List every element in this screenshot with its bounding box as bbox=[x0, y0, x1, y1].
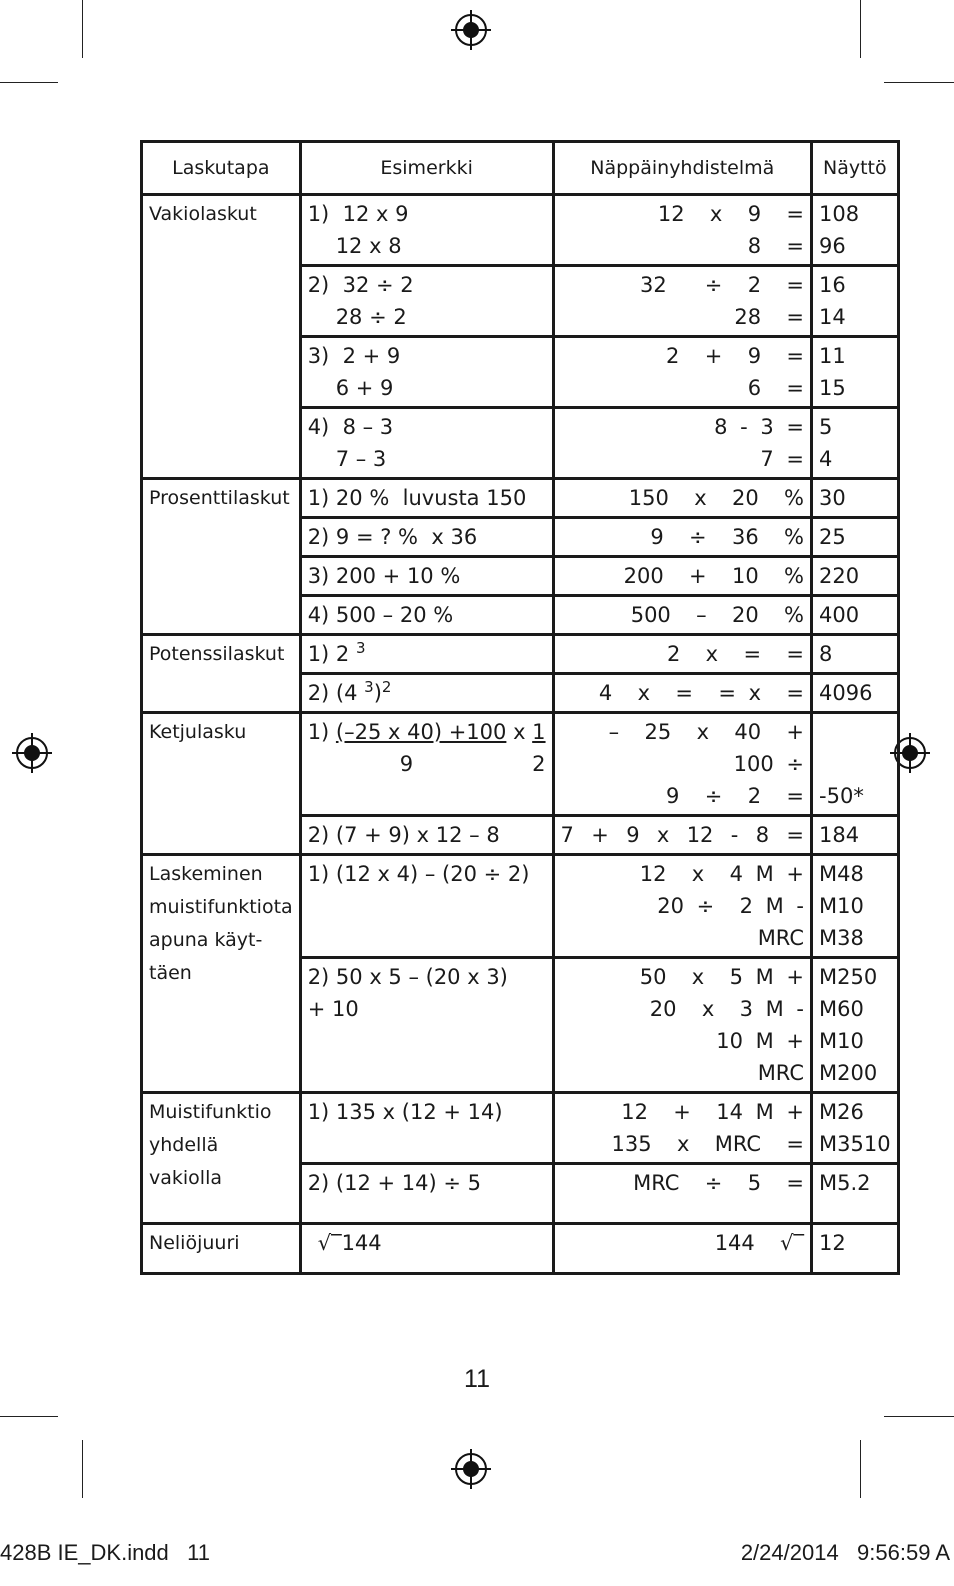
display-cell bbox=[812, 674, 899, 713]
display-cell bbox=[812, 958, 899, 1093]
example-line: √‾144 bbox=[317, 1231, 382, 1255]
category-label: Neliöjuuri bbox=[149, 1232, 240, 1254]
example-cell bbox=[300, 1224, 553, 1274]
display-cell bbox=[812, 855, 899, 958]
display-value: 5 bbox=[819, 415, 833, 439]
display-value: 108 bbox=[819, 202, 860, 226]
keys-cell bbox=[553, 958, 811, 1093]
example-cell bbox=[300, 816, 553, 855]
keys-cell bbox=[553, 408, 811, 479]
example-cell bbox=[300, 479, 553, 518]
category-cell bbox=[142, 1093, 301, 1224]
example-line: 12 x 8 bbox=[335, 234, 402, 258]
fraction-numerator: 1 bbox=[532, 720, 546, 744]
keys-line: 2 x = = bbox=[666, 642, 805, 666]
category-label: Prosenttilaskut bbox=[149, 487, 290, 509]
keys-cell bbox=[553, 337, 811, 408]
example-cell bbox=[300, 408, 553, 479]
crop-mark bbox=[0, 82, 58, 83]
display-value: M200 bbox=[819, 1061, 878, 1085]
display-cell bbox=[812, 1093, 899, 1164]
keys-line: MRC bbox=[757, 926, 805, 950]
example-line: 3) 2 + 9 bbox=[307, 344, 401, 368]
display-value: M26 bbox=[819, 1100, 864, 1124]
display-cell bbox=[812, 596, 899, 635]
display-value: -50* bbox=[819, 784, 864, 808]
exponent: 2 bbox=[381, 678, 392, 696]
keys-line: 12 x 9 = bbox=[657, 202, 805, 226]
column-header: Näyttö bbox=[812, 142, 899, 195]
keys-line: 6 = bbox=[747, 376, 805, 400]
table-row bbox=[142, 713, 899, 816]
keys-line: – 25 x 40 + bbox=[608, 720, 805, 744]
table-row bbox=[142, 1224, 899, 1274]
display-cell bbox=[812, 557, 899, 596]
keys-cell bbox=[553, 1224, 811, 1274]
example-cell bbox=[300, 195, 553, 266]
display-value: 16 bbox=[819, 273, 846, 297]
fraction-denominator: 9 bbox=[399, 752, 414, 776]
slug-left: 428B IE_DK.indd 11 bbox=[0, 1540, 210, 1565]
keys-cell bbox=[553, 557, 811, 596]
keys-cell bbox=[553, 816, 811, 855]
display-value: 25 bbox=[819, 525, 846, 549]
display-cell bbox=[812, 1164, 899, 1224]
example-cell bbox=[300, 518, 553, 557]
category-label: vakiolla bbox=[149, 1167, 222, 1189]
keys-line: 150 x 20 % bbox=[628, 486, 805, 510]
category-cell bbox=[142, 195, 301, 479]
table-row bbox=[142, 855, 899, 958]
example-line bbox=[308, 716, 546, 748]
keys-line: 100 ÷ bbox=[733, 752, 805, 776]
keys-line: 10 M + bbox=[716, 1029, 805, 1053]
column-header: Laskutapa bbox=[142, 142, 301, 195]
category-label: yhdellä bbox=[149, 1134, 219, 1156]
keys-cell bbox=[553, 674, 811, 713]
example-line: 1) 20 % luvusta 150 bbox=[307, 486, 527, 510]
example-line: 4) 500 – 20 % bbox=[307, 603, 454, 627]
keys-line: 20 x 3 M - bbox=[649, 997, 805, 1021]
category-cell bbox=[142, 1224, 301, 1274]
category-cell bbox=[142, 855, 301, 1093]
example-line: 1) (12 x 4) – (20 ÷ 2) bbox=[307, 862, 530, 886]
display-value: 400 bbox=[819, 603, 860, 627]
example-line: 2) 9 = ? % x 36 bbox=[307, 525, 478, 549]
keys-line: 2 + 9 = bbox=[666, 344, 805, 368]
example-line: 28 ÷ 2 bbox=[335, 305, 407, 329]
keys-line: 32 ÷ 2 = bbox=[640, 273, 805, 297]
example-line: + 10 bbox=[307, 997, 359, 1021]
example-cell bbox=[300, 266, 553, 337]
category-cell bbox=[142, 479, 301, 635]
example-text: 1) bbox=[307, 720, 336, 744]
display-value: M48 bbox=[819, 862, 864, 886]
display-value: M38 bbox=[819, 926, 864, 950]
display-value: 15 bbox=[819, 376, 846, 400]
example-cell bbox=[300, 596, 553, 635]
keys-cell bbox=[553, 596, 811, 635]
example-line bbox=[308, 677, 546, 709]
display-value: M60 bbox=[819, 997, 864, 1021]
display-value: 96 bbox=[819, 234, 846, 258]
display-cell bbox=[812, 713, 899, 816]
keys-cell bbox=[553, 1164, 811, 1224]
category-label: Ketjulasku bbox=[149, 721, 247, 743]
column-header: Näppäinyhdistelmä bbox=[553, 142, 811, 195]
calculation-table bbox=[140, 140, 900, 1275]
display-value: M5.2 bbox=[819, 1171, 871, 1195]
example-text: x bbox=[506, 720, 533, 744]
display-cell bbox=[812, 266, 899, 337]
table-row bbox=[142, 635, 899, 674]
category-label: täen bbox=[149, 962, 192, 984]
crop-mark bbox=[82, 0, 83, 58]
example-line bbox=[308, 748, 546, 780]
crop-mark bbox=[82, 1440, 83, 1498]
category-label: Potenssilaskut bbox=[149, 643, 285, 665]
table-row bbox=[142, 195, 899, 266]
example-text: ) bbox=[373, 681, 382, 705]
fraction-numerator: (–25 x 40) +100 bbox=[335, 720, 507, 744]
display-cell bbox=[812, 408, 899, 479]
example-line: 2) (12 + 14) ÷ 5 bbox=[307, 1171, 481, 1195]
display-cell bbox=[812, 1224, 899, 1274]
display-value: 14 bbox=[819, 305, 846, 329]
keys-line: 20 ÷ 2 M - bbox=[657, 894, 805, 918]
category-label: muistifunktiota bbox=[149, 896, 293, 918]
display-cell bbox=[812, 518, 899, 557]
crop-mark bbox=[884, 82, 954, 83]
keys-line: 144 √‾ bbox=[714, 1231, 805, 1255]
example-line: 1) 12 x 9 bbox=[307, 202, 409, 226]
example-cell bbox=[300, 635, 553, 674]
table-row bbox=[142, 1093, 899, 1164]
category-cell bbox=[142, 635, 301, 713]
keys-line: 28 = bbox=[734, 305, 805, 329]
example-text: 2) (4 bbox=[307, 681, 365, 705]
example-line: 6 + 9 bbox=[335, 376, 394, 400]
keys-line: 500 – 20 % bbox=[630, 603, 805, 627]
display-value: M3510 bbox=[819, 1132, 891, 1156]
keys-line: 7 = bbox=[760, 447, 805, 471]
display-value: M10 bbox=[819, 894, 864, 918]
display-value: 8 bbox=[819, 642, 833, 666]
column-header: Esimerkki bbox=[300, 142, 553, 195]
display-value: 4096 bbox=[819, 681, 873, 705]
crop-mark bbox=[0, 1416, 58, 1417]
exponent: 3 bbox=[355, 639, 366, 657]
example-line: 1) 135 x (12 + 14) bbox=[307, 1100, 503, 1124]
keys-cell bbox=[553, 518, 811, 557]
display-value: M250 bbox=[819, 965, 878, 989]
example-line: 2) (7 + 9) x 12 – 8 bbox=[307, 823, 500, 847]
category-label: Vakiolaskut bbox=[149, 203, 257, 225]
display-cell bbox=[812, 479, 899, 518]
example-cell bbox=[300, 337, 553, 408]
registration-mark-icon bbox=[451, 1449, 491, 1489]
table-row bbox=[142, 479, 899, 518]
keys-line: 9 ÷ 2 = bbox=[666, 784, 805, 808]
display-cell bbox=[812, 195, 899, 266]
keys-line: 50 x 5 M + bbox=[639, 965, 805, 989]
display-cell bbox=[812, 816, 899, 855]
keys-cell bbox=[553, 855, 811, 958]
table-header-row bbox=[142, 142, 899, 195]
keys-line: MRC ÷ 5 = bbox=[633, 1171, 805, 1195]
display-value: 30 bbox=[819, 486, 846, 510]
registration-mark-icon bbox=[12, 733, 52, 773]
keys-cell bbox=[553, 1093, 811, 1164]
example-line: 4) 8 – 3 bbox=[307, 415, 394, 439]
keys-line: MRC bbox=[757, 1061, 805, 1085]
keys-line: 9 ÷ 36 % bbox=[650, 525, 805, 549]
example-cell bbox=[300, 557, 553, 596]
crop-mark bbox=[860, 0, 861, 58]
keys-cell bbox=[553, 635, 811, 674]
example-cell bbox=[300, 1093, 553, 1164]
keys-line: 135 x MRC = bbox=[611, 1132, 805, 1156]
category-label: apuna käyt- bbox=[149, 929, 263, 951]
keys-cell bbox=[553, 266, 811, 337]
keys-cell bbox=[553, 195, 811, 266]
category-cell bbox=[142, 713, 301, 855]
example-cell bbox=[300, 713, 553, 816]
keys-line: 8 - 3 = bbox=[714, 415, 805, 439]
display-value: 12 bbox=[819, 1231, 846, 1255]
example-cell bbox=[300, 855, 553, 958]
display-value: 4 bbox=[819, 447, 833, 471]
keys-line: 4 x = = x = bbox=[598, 681, 805, 705]
example-line: 7 – 3 bbox=[335, 447, 387, 471]
keys-line: 200 + 10 % bbox=[623, 564, 805, 588]
category-label: Muistifunktio bbox=[149, 1101, 272, 1123]
registration-mark-icon bbox=[451, 10, 491, 50]
keys-cell bbox=[553, 713, 811, 816]
display-cell bbox=[812, 635, 899, 674]
example-line bbox=[308, 638, 546, 670]
display-cell bbox=[812, 337, 899, 408]
example-text: 1) 2 bbox=[307, 642, 356, 666]
keys-line: 7 + 9 x 12 - 8 = bbox=[560, 823, 805, 847]
keys-line: 8 = bbox=[747, 234, 805, 258]
display-value: M10 bbox=[819, 1029, 864, 1053]
display-value: 184 bbox=[819, 823, 860, 847]
display-value: 11 bbox=[819, 344, 846, 368]
slug-right: 2/24/2014 9:56:59 A bbox=[740, 1540, 950, 1565]
example-line: 3) 200 + 10 % bbox=[307, 564, 461, 588]
example-cell bbox=[300, 674, 553, 713]
example-cell bbox=[300, 958, 553, 1093]
category-label: Laskeminen bbox=[149, 863, 263, 885]
crop-mark bbox=[884, 1416, 954, 1417]
fraction-denominator: 2 bbox=[532, 752, 546, 776]
example-line: 2) 50 x 5 – (20 x 3) bbox=[307, 965, 508, 989]
keys-line: 12 + 14 M + bbox=[621, 1100, 805, 1124]
example-line: 2) 32 ÷ 2 bbox=[307, 273, 414, 297]
display-value: 220 bbox=[819, 564, 860, 588]
exponent: 3 bbox=[364, 678, 374, 696]
keys-cell bbox=[553, 479, 811, 518]
keys-line: 12 x 4 M + bbox=[639, 862, 805, 886]
page-number: 11 bbox=[464, 1365, 490, 1393]
example-cell bbox=[300, 1164, 553, 1224]
crop-mark bbox=[860, 1440, 861, 1498]
